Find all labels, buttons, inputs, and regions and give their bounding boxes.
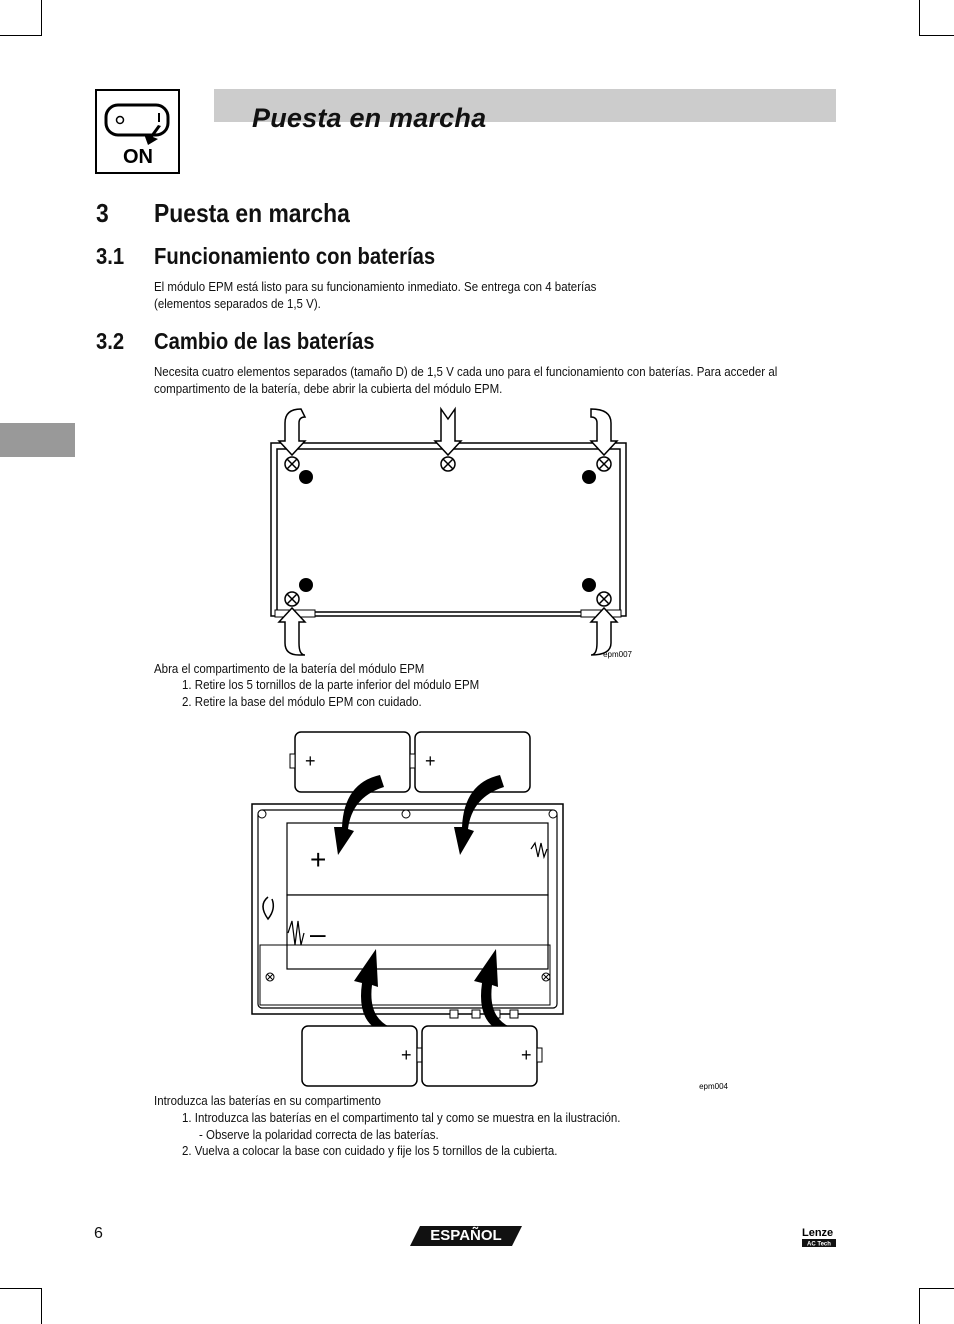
section-title: Puesta en marcha bbox=[154, 198, 350, 228]
subsection-1-title: Funcionamiento con baterías bbox=[154, 243, 436, 269]
subsection-2-text-line1: Necesita cuatro elementos separados (tamaño D) de 1,5 V cada uno para el funcionamiento con baterías. Para acceder al bbox=[154, 365, 778, 379]
figure-2-step-note: - Observe la polaridad correcta de las baterías. bbox=[199, 1128, 439, 1142]
page-number: 6 bbox=[94, 1225, 103, 1242]
subsection-2-number: 3.2 bbox=[96, 328, 125, 354]
subsection-1-text-line1: El módulo EPM está listo para su funcionamiento inmediato. Se entrega con 4 baterías bbox=[154, 280, 597, 294]
figure-1-caption: Abra el compartimento de la batería del módulo EPM bbox=[154, 662, 425, 676]
screw-icon bbox=[597, 592, 611, 606]
svg-text:–: – bbox=[310, 918, 326, 949]
svg-text:+: + bbox=[305, 751, 316, 771]
svg-text:+: + bbox=[521, 1045, 532, 1065]
screw-icon bbox=[441, 457, 455, 471]
figure-epm-bottom bbox=[265, 405, 635, 660]
battery-icon bbox=[422, 1026, 537, 1086]
side-tab-marker bbox=[0, 423, 75, 457]
screw-icon bbox=[285, 592, 299, 606]
subsection-2-text-line2: compartimento de la batería, debe abrir la cubierta del módulo EPM. bbox=[154, 382, 503, 396]
subsection-1-text-line2: (elementos separados de 1,5 V). bbox=[154, 297, 321, 311]
screw-icon bbox=[285, 457, 299, 471]
language-label: ESPAÑOL bbox=[430, 1227, 502, 1244]
figure-1-step-1: 1. Retire los 5 tornillos de la parte inferior del módulo EPM bbox=[182, 678, 480, 692]
language-badge bbox=[410, 1226, 522, 1246]
screw-icon bbox=[597, 457, 611, 471]
figure-1-step-2: 2. Retire la base del módulo EPM con cuidado. bbox=[182, 695, 422, 709]
battery-icon bbox=[302, 1026, 417, 1086]
figure-2-step-1: 1. Introduzca las baterías en el compartimento tal y como se muestra en la ilustración. bbox=[182, 1111, 621, 1125]
svg-text:AC Tech: AC Tech bbox=[807, 1241, 831, 1248]
svg-text:+: + bbox=[425, 751, 436, 771]
figure-2-step-2: 2. Vuelva a colocar la base con cuidado y fije los 5 tornillos de la cubierta. bbox=[182, 1144, 558, 1158]
page-header-title: Puesta en marcha bbox=[252, 103, 487, 133]
svg-text:+: + bbox=[310, 844, 327, 875]
figure-battery-compartment bbox=[248, 727, 738, 1095]
section-number: 3 bbox=[96, 198, 109, 228]
subsection-2-title: Cambio de las baterías bbox=[154, 328, 375, 354]
figure-2-label: epm004 bbox=[699, 1082, 728, 1091]
figure-2-caption: Introduzca las baterías en su compartimento bbox=[154, 1094, 381, 1108]
svg-text:Lenze: Lenze bbox=[802, 1227, 834, 1239]
subsection-1-number: 3.1 bbox=[96, 243, 125, 269]
figure-1-label: epm007 bbox=[603, 650, 632, 659]
lenze-logo bbox=[802, 1226, 836, 1253]
on-label: ON bbox=[123, 146, 153, 168]
on-switch-icon bbox=[95, 89, 180, 174]
svg-text:+: + bbox=[401, 1045, 412, 1065]
